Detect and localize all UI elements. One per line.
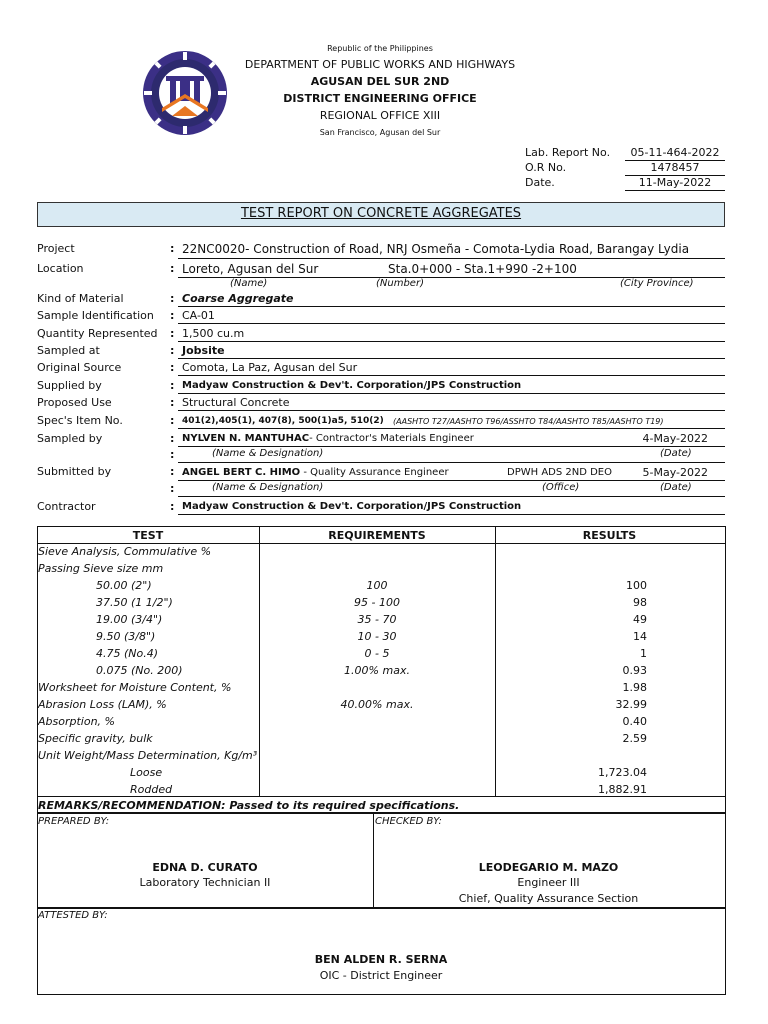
kind-value: Coarse Aggregate <box>182 292 294 305</box>
table-cell-requirement: 1.00% max. <box>344 664 410 677</box>
department-name: DEPARTMENT OF PUBLIC WORKS AND HIGHWAYS <box>244 58 516 71</box>
table-cell-test: 50.00 (2") <box>96 579 152 592</box>
table-cell-test: Unit Weight/Mass Determination, Kg/m³ <box>38 749 258 762</box>
spec-label: Spec's Item No. <box>37 414 123 427</box>
sampled-by-sub-name: (Name & Designation) <box>212 448 324 459</box>
table-cell-requirement: 95 - 100 <box>354 596 400 609</box>
table-cell-result: 0.40 <box>622 715 647 728</box>
sampled-by-sub-date: (Date) <box>660 448 692 459</box>
office-name: DISTRICT ENGINEERING OFFICE <box>283 92 477 105</box>
source-value: Comota, La Paz, Agusan del Sur <box>182 361 358 374</box>
project-value: 22NC0020- Construction of Road, NRJ Osmeña - Comota-Lydia Road, Barangay Lydia <box>182 242 690 256</box>
remarks: REMARKS/RECOMMENDATION: Passed to its required specifications. <box>38 799 460 812</box>
colon: : <box>170 292 175 305</box>
use-value: Structural Concrete <box>182 396 290 409</box>
submitted-by-date: 5-May-2022 <box>642 466 708 479</box>
lab-report-value: 05-11-464-2022 <box>630 146 720 159</box>
table-cell-test: Worksheet for Moisture Content, % <box>38 681 232 694</box>
supplied-label: Supplied by <box>37 379 102 392</box>
date-label: Date. <box>525 176 555 189</box>
sampled-by-name: NYLVEN N. MANTUHAC <box>182 433 310 444</box>
table-cell-result: 2.59 <box>622 732 647 745</box>
sampled-by-designation: - Contractor's Materials Engineer <box>309 433 474 444</box>
address: San Francisco, Agusan del Sur <box>319 128 441 137</box>
table-cell-result: 1,723.04 <box>598 766 647 779</box>
prepared-label: PREPARED BY: <box>38 816 110 827</box>
table-cell-test: 37.50 (1 1/2") <box>96 596 173 609</box>
colon: : <box>170 379 175 392</box>
prepared-title: Laboratory Technician II <box>139 876 271 889</box>
table-cell-test: Abrasion Loss (LAM), % <box>38 698 167 711</box>
location-sub-city: (City Province) <box>620 278 694 289</box>
prepared-name: EDNA D. CURATO <box>152 861 258 874</box>
table-cell-test: 0.075 (No. 200) <box>96 664 183 677</box>
attested-label: ATTESTED BY: <box>38 910 108 921</box>
table-cell-result: 1,882.91 <box>598 783 647 796</box>
colon: : <box>170 309 175 322</box>
checked-label: CHECKED BY: <box>375 816 442 827</box>
table-cell-test: 4.75 (No.4) <box>96 647 159 660</box>
table-cell-test: 19.00 (3/4") <box>96 613 163 626</box>
table-header-test: TEST <box>132 529 164 542</box>
table-cell-result: 32.99 <box>615 698 647 711</box>
table-cell-requirement: 35 - 70 <box>357 613 397 626</box>
table-header-results: RESULTS <box>582 529 637 542</box>
sampled-by-label: Sampled by <box>37 432 103 445</box>
table-cell-test: Specific gravity, bulk <box>38 732 153 745</box>
table-cell-test: Loose <box>130 766 163 779</box>
location-sub-name: (Name) <box>230 278 268 289</box>
source-label: Original Source <box>37 361 122 374</box>
supplied-value: Madyaw Construction & Dev't. Corporation/JPS Construction <box>182 380 522 391</box>
colon: : <box>170 262 175 275</box>
checked-title: Engineer III <box>517 876 580 889</box>
sampled-by-date: 4-May-2022 <box>642 432 708 445</box>
table-cell-requirement: 10 - 30 <box>357 630 397 643</box>
republic-label: Republic of the Philippines <box>327 44 433 53</box>
quantity-label: Quantity Represented <box>37 327 158 340</box>
colon: : <box>170 361 175 374</box>
date-value: 11-May-2022 <box>638 176 712 189</box>
table-cell-test: Sieve Analysis, Commulative % <box>38 545 212 558</box>
sampled-at-label: Sampled at <box>37 344 100 357</box>
table-cell-result: 14 <box>633 630 647 643</box>
location-label: Location <box>37 262 84 275</box>
submitted-by-office: DPWH ADS 2ND DEO <box>507 467 612 478</box>
table-cell-result: 98 <box>633 596 647 609</box>
contractor-value: Madyaw Construction & Dev't. Corporation/JPS Construction <box>182 501 522 512</box>
attested-name: BEN ALDEN R. SERNA <box>314 953 448 966</box>
checked-title2: Chief, Quality Assurance Section <box>458 892 639 905</box>
colon: : <box>170 500 175 513</box>
colon: : <box>170 242 175 255</box>
table-cell-requirement: 100 <box>366 579 388 592</box>
colon: : <box>170 396 175 409</box>
colon: : <box>170 344 175 357</box>
spec-value: 401(2),405(1), 407(8), 500(1)a5, 510(2) <box>182 416 384 426</box>
table-cell-result: 0.93 <box>622 664 647 677</box>
attested-title: OIC - District Engineer <box>319 969 443 982</box>
table-cell-result: 1.98 <box>622 681 647 694</box>
table-cell-requirement: 0 - 5 <box>364 647 390 660</box>
kind-label: Kind of Material <box>37 292 124 305</box>
colon: : <box>170 414 175 427</box>
district-name: AGUSAN DEL SUR 2ND <box>310 75 450 88</box>
quantity-value: 1,500 cu.m <box>182 327 245 340</box>
region-name: REGIONAL OFFICE XIII <box>319 109 441 122</box>
table-cell-result: 1 <box>640 647 647 660</box>
table-cell-requirement: 40.00% max. <box>340 698 414 711</box>
submitted-by-sub-name: (Name & Designation) <box>212 482 324 493</box>
submitted-by-label: Submitted by <box>37 465 112 478</box>
table-cell-test: Passing Sieve size mm <box>38 562 164 575</box>
project-label: Project <box>37 242 75 255</box>
spec-note: (AASHTO T27/AASHTO T96/ASSHTO T84/AASHTO T85/AASHTO T19) <box>393 417 664 426</box>
submitted-by-name: ANGEL BERT C. HIMO <box>182 467 301 478</box>
lab-report-label: Lab. Report No. <box>525 146 611 159</box>
table-header-requirements: REQUIREMENTS <box>328 529 426 542</box>
table-cell-test: Absorption, % <box>38 715 115 728</box>
location-value: Loreto, Agusan del Sur <box>182 262 319 276</box>
contractor-label: Contractor <box>37 500 96 513</box>
or-no-value: 1478457 <box>650 161 700 174</box>
sample-id-label: Sample Identification <box>37 309 154 322</box>
station-value: Sta.0+000 - Sta.1+990 -2+100 <box>388 262 577 276</box>
use-label: Proposed Use <box>37 396 112 409</box>
table-cell-result: 49 <box>633 613 647 626</box>
submitted-by-designation: - Quality Assurance Engineer <box>300 467 449 478</box>
submitted-by-sub-office: (Office) <box>542 482 580 493</box>
sampled-at-value: Jobsite <box>182 344 225 357</box>
location-sub-number: (Number) <box>376 278 424 289</box>
colon: : <box>170 482 175 495</box>
colon: : <box>170 465 175 478</box>
colon: : <box>170 432 175 445</box>
checked-name: LEODEGARIO M. MAZO <box>478 861 619 874</box>
table-cell-result: 100 <box>626 579 647 592</box>
colon: : <box>170 448 175 461</box>
report-title: TEST REPORT ON CONCRETE AGGREGATES <box>240 206 522 221</box>
colon: : <box>170 327 175 340</box>
sample-id-value: CA-01 <box>182 309 215 322</box>
table-cell-test: 9.50 (3/8") <box>96 630 156 643</box>
or-no-label: O.R No. <box>525 161 567 174</box>
table-cell-test: Rodded <box>130 783 173 796</box>
submitted-by-sub-date: (Date) <box>660 482 692 493</box>
